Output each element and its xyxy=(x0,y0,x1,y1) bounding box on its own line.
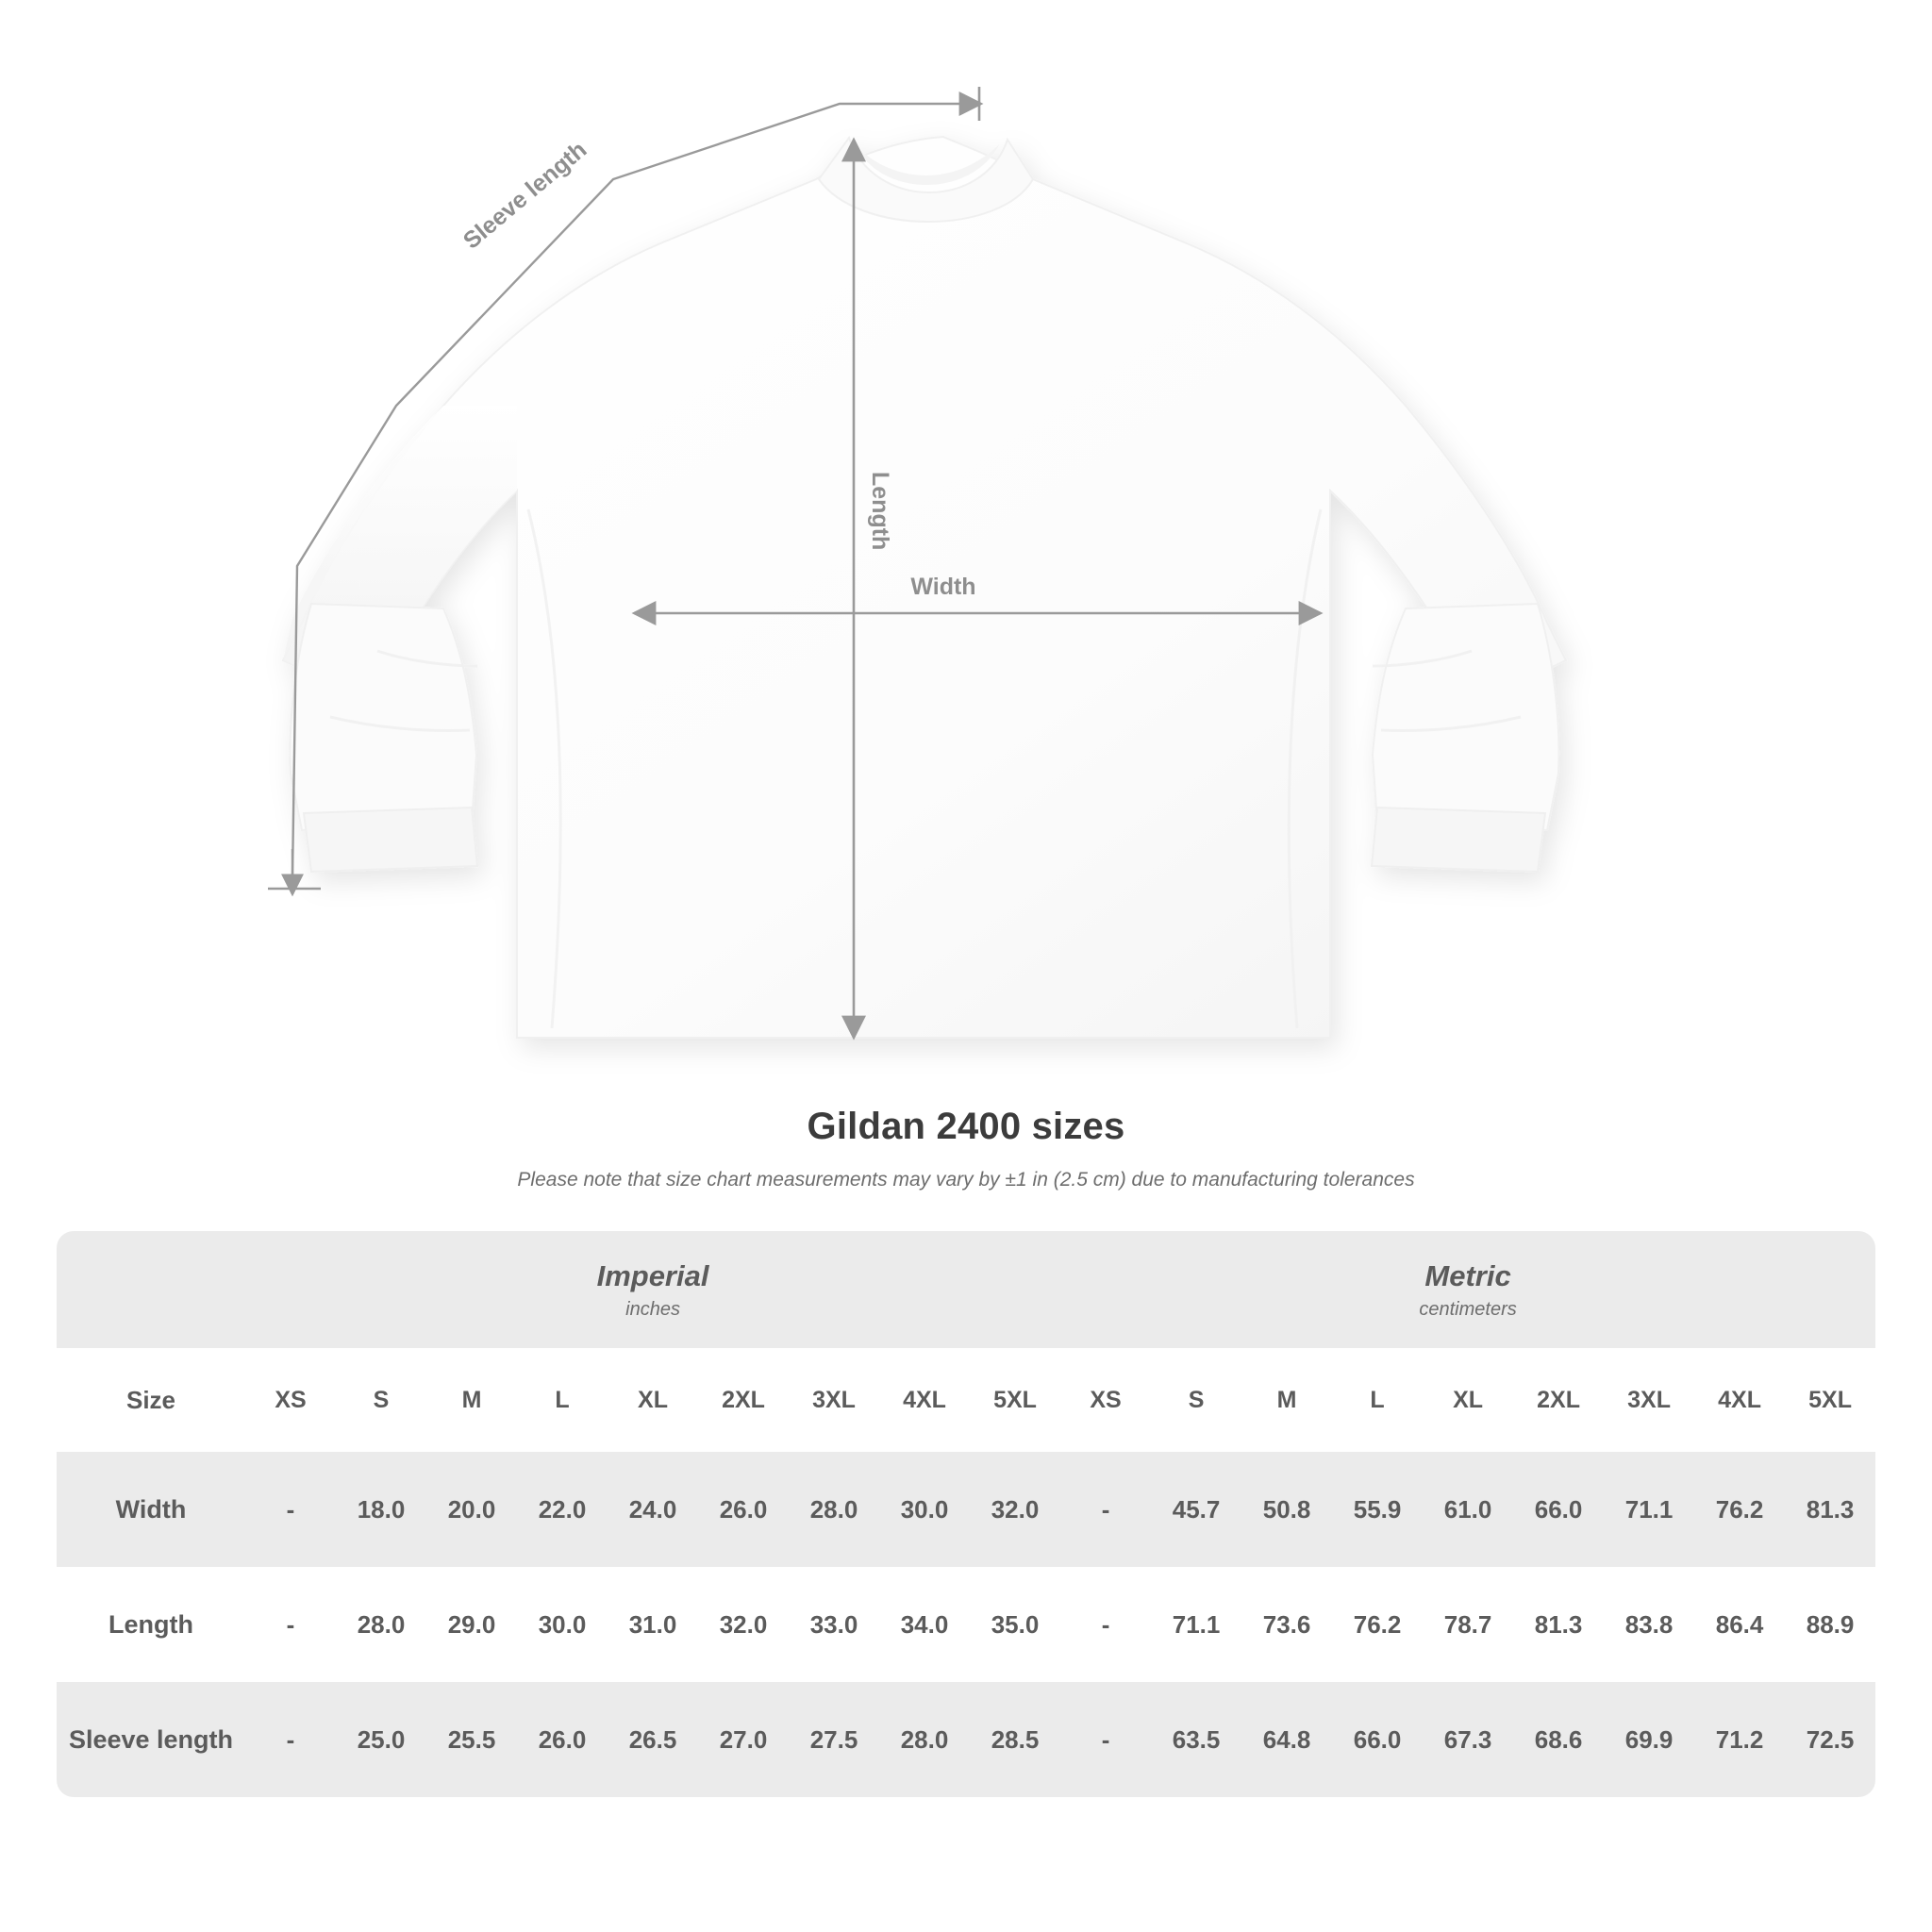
cell-length-imperial-l: 30.0 xyxy=(517,1567,608,1682)
cell-length-imperial-xl: 31.0 xyxy=(608,1567,698,1682)
size-header-metric-4xl: 4XL xyxy=(1694,1348,1785,1452)
cell-sleeve-imperial-xs: - xyxy=(245,1682,336,1797)
cell-length-metric-5xl: 88.9 xyxy=(1785,1567,1875,1682)
row-label-sleeve-length: Sleeve length xyxy=(57,1682,245,1797)
unit-metric-cell xyxy=(1060,1231,1875,1348)
cell-width-imperial-xl: 24.0 xyxy=(608,1452,698,1567)
cell-width-metric-s: 45.7 xyxy=(1151,1452,1241,1567)
cell-width-imperial-l: 22.0 xyxy=(517,1452,608,1567)
cell-width-metric-xl: 61.0 xyxy=(1423,1452,1513,1567)
cell-width-metric-m: 50.8 xyxy=(1241,1452,1332,1567)
unit-imperial-cell xyxy=(245,1231,1060,1348)
cell-length-imperial-xs: - xyxy=(245,1567,336,1682)
size-table-wrapper xyxy=(57,1231,1875,1797)
cell-length-metric-2xl: 81.3 xyxy=(1513,1567,1604,1682)
chart-title: Gildan 2400 sizes xyxy=(807,1106,1125,1147)
cell-sleeve-metric-s: 63.5 xyxy=(1151,1682,1241,1797)
cell-sleeve-imperial-m: 25.5 xyxy=(426,1682,517,1797)
size-header-imperial-xl: XL xyxy=(608,1348,698,1452)
table-row xyxy=(57,1452,1875,1567)
cell-sleeve-metric-4xl: 71.2 xyxy=(1694,1682,1785,1797)
cell-width-imperial-xs: - xyxy=(245,1452,336,1567)
cell-length-metric-m: 73.6 xyxy=(1241,1567,1332,1682)
cell-width-metric-2xl: 66.0 xyxy=(1513,1452,1604,1567)
unit-header-row xyxy=(57,1231,1875,1348)
row-label-length: Length xyxy=(57,1567,245,1682)
row-label-width: Width xyxy=(57,1452,245,1567)
size-header-metric-s: S xyxy=(1151,1348,1241,1452)
cell-width-imperial-5xl: 32.0 xyxy=(970,1452,1060,1567)
size-table xyxy=(57,1231,1875,1797)
cell-length-imperial-s: 28.0 xyxy=(336,1567,426,1682)
unit-imperial-sub: inches xyxy=(625,1298,680,1320)
size-header-imperial-4xl: 4XL xyxy=(879,1348,970,1452)
size-header-imperial-m: M xyxy=(426,1348,517,1452)
size-header-metric-xs: XS xyxy=(1060,1348,1151,1452)
size-label-cell: Size xyxy=(57,1348,245,1452)
cell-length-metric-l: 76.2 xyxy=(1332,1567,1423,1682)
cell-width-imperial-2xl: 26.0 xyxy=(698,1452,789,1567)
size-header-imperial-l: L xyxy=(517,1348,608,1452)
table-row xyxy=(57,1567,1875,1682)
cell-sleeve-imperial-3xl: 27.5 xyxy=(789,1682,879,1797)
size-header-metric-5xl: 5XL xyxy=(1785,1348,1875,1452)
cell-length-imperial-2xl: 32.0 xyxy=(698,1567,789,1682)
size-header-imperial-5xl: 5XL xyxy=(970,1348,1060,1452)
unit-metric-name: Metric xyxy=(1424,1258,1511,1292)
cell-width-metric-l: 55.9 xyxy=(1332,1452,1423,1567)
cell-length-imperial-3xl: 33.0 xyxy=(789,1567,879,1682)
chart-subtitle: Please note that size chart measurements may vary by ±1 in (2.5 cm) due to manufacturing tolerances xyxy=(517,1169,1415,1191)
size-header-imperial-2xl: 2XL xyxy=(698,1348,789,1452)
cell-sleeve-metric-m: 64.8 xyxy=(1241,1682,1332,1797)
cell-sleeve-metric-5xl: 72.5 xyxy=(1785,1682,1875,1797)
cell-sleeve-metric-l: 66.0 xyxy=(1332,1682,1423,1797)
cell-sleeve-metric-3xl: 69.9 xyxy=(1604,1682,1694,1797)
cell-width-metric-xs: - xyxy=(1060,1452,1151,1567)
size-header-imperial-xs: XS xyxy=(245,1348,336,1452)
cell-sleeve-metric-2xl: 68.6 xyxy=(1513,1682,1604,1797)
cell-length-imperial-m: 29.0 xyxy=(426,1567,517,1682)
cell-sleeve-imperial-4xl: 28.0 xyxy=(879,1682,970,1797)
size-header-metric-xl: XL xyxy=(1423,1348,1513,1452)
cell-length-metric-xl: 78.7 xyxy=(1423,1567,1513,1682)
unit-corner-cell xyxy=(57,1231,245,1348)
sleeve-length-label: Sleeve length xyxy=(458,136,592,255)
cell-sleeve-imperial-xl: 26.5 xyxy=(608,1682,698,1797)
cell-length-imperial-5xl: 35.0 xyxy=(970,1567,1060,1682)
cell-width-imperial-s: 18.0 xyxy=(336,1452,426,1567)
cell-width-imperial-3xl: 28.0 xyxy=(789,1452,879,1567)
cell-length-metric-s: 71.1 xyxy=(1151,1567,1241,1682)
cell-width-imperial-m: 20.0 xyxy=(426,1452,517,1567)
table-row xyxy=(57,1682,1875,1797)
cell-length-metric-4xl: 86.4 xyxy=(1694,1567,1785,1682)
size-header-imperial-s: S xyxy=(336,1348,426,1452)
size-header-metric-l: L xyxy=(1332,1348,1423,1452)
cell-sleeve-imperial-2xl: 27.0 xyxy=(698,1682,789,1797)
cell-width-metric-3xl: 71.1 xyxy=(1604,1452,1694,1567)
cell-sleeve-metric-xs: - xyxy=(1060,1682,1151,1797)
size-header-metric-2xl: 2XL xyxy=(1513,1348,1604,1452)
size-header-row xyxy=(57,1348,1875,1452)
cell-width-imperial-4xl: 30.0 xyxy=(879,1452,970,1567)
cell-sleeve-imperial-l: 26.0 xyxy=(517,1682,608,1797)
cell-length-metric-xs: - xyxy=(1060,1567,1151,1682)
cell-length-imperial-4xl: 34.0 xyxy=(879,1567,970,1682)
size-header-imperial-3xl: 3XL xyxy=(789,1348,879,1452)
cell-sleeve-metric-xl: 67.3 xyxy=(1423,1682,1513,1797)
cell-width-metric-5xl: 81.3 xyxy=(1785,1452,1875,1567)
cell-sleeve-imperial-5xl: 28.5 xyxy=(970,1682,1060,1797)
size-header-metric-3xl: 3XL xyxy=(1604,1348,1694,1452)
cell-sleeve-imperial-s: 25.0 xyxy=(336,1682,426,1797)
unit-imperial-name: Imperial xyxy=(596,1258,709,1292)
cell-length-metric-3xl: 83.8 xyxy=(1604,1567,1694,1682)
width-label: Width xyxy=(910,574,976,600)
length-label: Length xyxy=(867,472,893,551)
cell-width-metric-4xl: 76.2 xyxy=(1694,1452,1785,1567)
unit-metric-sub: centimeters xyxy=(1419,1298,1517,1320)
size-header-metric-m: M xyxy=(1241,1348,1332,1452)
